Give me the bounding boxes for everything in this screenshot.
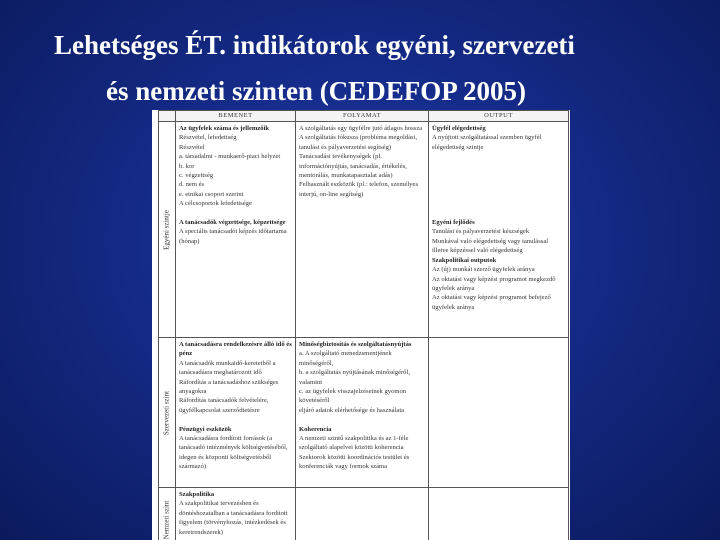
header-row — [159, 111, 569, 122]
cell-text: eljáró adatok elérhetősége és használata — [299, 406, 405, 414]
cell-text: Felhasznált eszközök (pl.: telefon, személyes interjú, on-line segítség) — [299, 181, 419, 198]
cell-text: Ráfordítás tanácsadók felvételére, ügyfélkapcsolat szerződtetésre — [179, 397, 269, 414]
cell-text: b. a szolgáltatás nyújtásának minőségéről, valamint — [299, 369, 410, 386]
cell-heading: Az ügyfelek száma és jellemzőik — [179, 125, 270, 132]
cell-text — [432, 190, 565, 199]
cell-output — [429, 488, 569, 540]
cell-text: Szektorok közötti koordinációs testület és konferenciák vagy formok száma — [299, 453, 410, 471]
cell-text: Tanulási és pályaverzetési készségek — [432, 228, 530, 236]
header-output: OUTPUT — [429, 111, 569, 122]
row-label: Egyéni szintje — [162, 209, 171, 250]
cell-heading: Egyéni fejlődés — [432, 219, 475, 227]
row-label-cell — [159, 338, 176, 488]
cell-process — [296, 122, 429, 338]
cell-text: A speciális tanácsadói képzés időtartama (hónap) — [179, 228, 287, 245]
table-row — [159, 488, 569, 540]
cell-heading: Minőségbiztosítás és szolgáltatásnyújtás — [299, 341, 412, 348]
cell-text: A szolgáltatás fókusza (probléma megoldási, tanulási és pályaverzetési segítség) — [299, 134, 418, 151]
indicator-table — [158, 110, 569, 540]
cell-text: A nemzeti szintű szakpolitika és az 1-féle szolgáltató alapelvei közötti koherencia — [299, 435, 409, 452]
cell-text — [432, 199, 565, 208]
scanned-table-image — [152, 110, 570, 540]
cell-text: a. A szolgáltató menedzsmentjének minőségéről, — [299, 350, 392, 367]
slide-title-line-2: és nemzeti szinten (CEDEFOP 2005) — [106, 76, 526, 106]
cell-text — [432, 171, 565, 180]
cell-text: A nyújtott szolgáltatással szemben ügyfél elégedettség szintje — [432, 134, 542, 151]
table-row — [159, 122, 569, 338]
cell-text: A tanácsadók munkaidő-kereteiből a tanácsadásra meghatározott idő — [179, 359, 276, 377]
cell-heading: Pénzügyi eszközök — [179, 425, 232, 433]
cell-heading: Szakpolitikai outputok — [432, 256, 497, 264]
cell-process — [296, 488, 429, 540]
cell-output — [429, 122, 569, 338]
cell-text: Részvétel — [179, 143, 205, 151]
row-label: Szervezeti szint — [162, 390, 171, 435]
row-label: Nemzeti szint — [162, 500, 171, 539]
cell-heading: Koherencia — [299, 425, 332, 433]
cell-text: e. etnikai csoport szerint — [179, 190, 244, 198]
cell-text — [432, 340, 565, 349]
slide-title-line-1: Lehetséges ÉT. indikátorok egyéni, szervezeti — [54, 30, 575, 60]
cell-input — [176, 338, 296, 488]
cell-output — [429, 338, 569, 488]
header-input: BEMENET — [176, 111, 296, 122]
cell-heading: Ügyfél elégedettség — [432, 125, 486, 132]
cell-text: c. végzettség — [179, 172, 214, 180]
header-process: FOLYAMAT — [296, 111, 429, 122]
cell-text: Az (új) munkát szerző ügyfelek aránya — [432, 266, 535, 274]
cell-text — [299, 490, 425, 499]
cell-text: d. nem és — [179, 181, 205, 189]
cell-heading: Szakpolitika — [179, 491, 215, 498]
cell-text: A tanácsadásra fordított források (a tanácsadó intézmények költségvetéséből, idegen és központi költségvetésből származó) — [179, 435, 288, 471]
cell-text: Részvétel, lefedettség — [179, 134, 237, 142]
cell-text — [179, 415, 292, 424]
cell-text: Tanácsadási tevékenységek (pl. információnyújtás, tanácsadás, értékelés, mentorálás, munkatapasztalat adás) — [299, 153, 407, 180]
corner-cell — [159, 111, 176, 122]
table-row — [159, 338, 569, 488]
cell-text — [432, 209, 565, 218]
cell-text — [299, 415, 425, 424]
cell-text — [432, 180, 565, 189]
cell-heading: A tanácsadásra rendelkezésre álló idő és pénz — [179, 341, 292, 358]
cell-input — [176, 122, 296, 338]
cell-text: Ráfordítás a tanácsadáshoz szükséges anyagokra — [179, 378, 279, 396]
cell-text — [432, 162, 565, 171]
cell-text: c. az ügyfelek visszajelzéseinek gyomon követéséről — [299, 388, 407, 405]
cell-text: A szakpolitikai tervezésben és döntéshozatalban a tanácsadásra fordított figyelem (törvényhozás, intézkedések és keretrendszerek) — [179, 500, 288, 536]
cell-text: Munkával való elégedettség vagy tanulással illetve képzéssel való elégedettség — [432, 237, 549, 255]
cell-process — [296, 338, 429, 488]
cell-text — [432, 152, 565, 161]
cell-text — [432, 490, 565, 499]
cell-text: A célcsoportok lefedettsége — [179, 200, 252, 208]
cell-text: a. társadalmi - munkaerő-piaci helyzet — [179, 153, 281, 161]
cell-text — [179, 209, 292, 218]
cell-input — [176, 488, 296, 540]
row-label-cell — [159, 488, 176, 540]
cell-text: b. kor — [179, 162, 195, 170]
cell-text: Az oktatási vagy képzési programot megkezdő ügyfelek aránya — [432, 275, 556, 292]
row-label-cell — [159, 122, 176, 338]
cell-text: Az oktatási vagy képzési programot befejező ügyfelek aránya — [432, 294, 551, 311]
cell-text: A szolgáltatás egy ügyfélre jutó átlagos hossza — [299, 125, 423, 132]
cell-heading: A tanácsadók végzettsége, képzettsége — [179, 219, 286, 227]
